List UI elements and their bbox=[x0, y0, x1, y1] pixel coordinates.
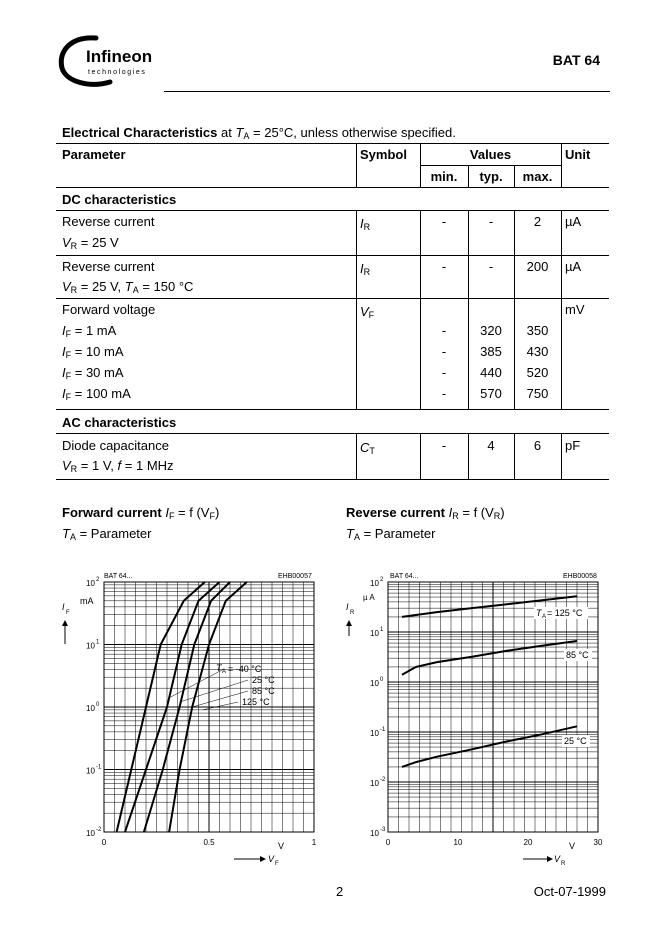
reverse-chart-title: Reverse current $I_R = f$ $(V_R)$ bbox=[346, 505, 505, 521]
reverse-xlabel: V bbox=[554, 854, 561, 864]
fwd-ytick-exp: 2 bbox=[96, 577, 100, 583]
forward-xunit: V bbox=[278, 841, 285, 851]
rev1-param: Reverse current bbox=[62, 214, 155, 229]
rev-xtick-label: 10 bbox=[453, 838, 463, 847]
rev-ytick-exp: 0 bbox=[380, 677, 384, 683]
reverse-xunit: V bbox=[569, 841, 576, 851]
infineon-logo bbox=[56, 30, 166, 90]
rev-ytick-label: 10 bbox=[370, 679, 379, 688]
rev2-min: - bbox=[441, 259, 447, 274]
fwd-cond-3: $I_F = 30$ mA bbox=[62, 365, 124, 381]
fwd-max-2: 430 bbox=[526, 344, 549, 359]
rev-legend-label: 85 °C bbox=[566, 650, 589, 660]
fwd-legend-label: 25 °C bbox=[252, 675, 275, 685]
fwd-legend-leader bbox=[192, 691, 248, 707]
fwd-xtick-label: 0 bbox=[101, 838, 107, 847]
fwd-typ-4: 570 bbox=[480, 386, 502, 401]
fwd-min-2: - bbox=[441, 344, 447, 359]
rev2-max: 200 bbox=[526, 259, 549, 274]
fwd-max-1: 350 bbox=[526, 323, 549, 338]
reverse-xlabel-sub: R bbox=[561, 861, 566, 867]
cap-cond: $V_R = 1$ V, f = 1 MHz bbox=[62, 458, 174, 474]
cap-max: 6 bbox=[533, 438, 542, 453]
fwd-min-3: - bbox=[441, 365, 447, 380]
fwd-max-3: 520 bbox=[526, 365, 549, 380]
fwd-cond-2: $I_F = 10$ mA bbox=[62, 344, 124, 360]
fwd-xtick-label: 0.5 bbox=[203, 838, 215, 847]
forward-legend-sub: A bbox=[222, 669, 227, 675]
fwd-ytick-exp: 0 bbox=[96, 702, 100, 708]
electrical-characteristics-title: Electrical Characteristics at $T_A = 25^\circ C$, unless otherwise specified. bbox=[62, 125, 456, 141]
rev-ytick-label: 10 bbox=[370, 579, 379, 588]
fwd-ytick-label: 10 bbox=[86, 829, 95, 838]
header-max: max. bbox=[522, 169, 553, 184]
header-symbol: Symbol bbox=[360, 147, 407, 162]
cap-typ: 4 bbox=[487, 438, 495, 453]
rev2-symbol: $I_R$ bbox=[360, 261, 371, 277]
rev-xtick-label: 30 bbox=[593, 838, 603, 847]
fwd-legend-label: = -40 °C bbox=[228, 664, 262, 674]
rev1-unit: µA bbox=[565, 214, 582, 229]
rev2-param: Reverse current bbox=[62, 259, 155, 274]
reverse-yarrow-head bbox=[346, 620, 352, 626]
forward-yarrow-head bbox=[62, 620, 68, 626]
rev-ytick-label: 10 bbox=[370, 779, 379, 788]
reverse-yunit: µ A bbox=[363, 593, 375, 602]
rev-ytick-exp: -1 bbox=[380, 727, 386, 733]
forward-chart-title: Forward current $I_F = f$ $(V_F)$ bbox=[62, 505, 220, 521]
document-date: Oct-07-1999 bbox=[533, 884, 606, 899]
reverse-xarrow-head bbox=[547, 856, 553, 862]
reverse-chart-subtitle: $T_A$ = Parameter bbox=[346, 526, 436, 542]
fwd-legend-leader bbox=[203, 702, 238, 710]
fwd-typ-3: 440 bbox=[480, 365, 502, 380]
fwd-typ-2: 385 bbox=[480, 344, 502, 359]
rev-ytick-exp: 2 bbox=[380, 577, 384, 583]
rev-legend-label: 25 °C bbox=[564, 736, 587, 746]
rev2-typ: - bbox=[488, 259, 494, 274]
forward-tag-left: BAT 64... bbox=[104, 573, 133, 580]
rev-ytick-exp: -2 bbox=[380, 777, 386, 783]
ac-section-label: AC characteristics bbox=[62, 415, 177, 430]
rev-ytick-exp: -3 bbox=[380, 827, 386, 833]
rev2-unit: µA bbox=[565, 259, 582, 274]
header-typ: typ. bbox=[479, 169, 503, 184]
rev1-typ: - bbox=[488, 214, 494, 229]
fwd-ytick-label: 10 bbox=[86, 766, 95, 776]
fwd-unit: mV bbox=[565, 302, 585, 317]
logo-text: Infineon bbox=[86, 47, 153, 66]
cap-min: - bbox=[441, 438, 447, 453]
rev-ytick-label: 10 bbox=[370, 629, 379, 638]
page-number: 2 bbox=[336, 884, 344, 899]
fwd-min-1: - bbox=[441, 323, 447, 338]
reverse-ylabel: I bbox=[346, 602, 349, 612]
header-min: min. bbox=[430, 169, 458, 184]
reverse-ylabel-sub: R bbox=[350, 610, 355, 616]
rev-series-line bbox=[402, 641, 577, 675]
forward-current-chart bbox=[56, 566, 336, 876]
forward-yunit: mA bbox=[80, 596, 94, 606]
fwd-min-4: - bbox=[441, 386, 447, 401]
fwd-cond-1: $I_F = 1$ mA bbox=[62, 323, 117, 339]
header-rule bbox=[164, 91, 610, 92]
rev-xtick-label: 20 bbox=[523, 838, 533, 847]
header-parameter: Parameter bbox=[62, 147, 126, 162]
part-number: BAT 64 bbox=[552, 52, 600, 68]
forward-ylabel: I bbox=[62, 602, 65, 612]
rev-legend-t: T bbox=[536, 608, 542, 618]
fwd-legend-label: 85 °C bbox=[252, 686, 275, 696]
fwd-ytick-exp: -2 bbox=[96, 827, 102, 833]
rev1-max: 2 bbox=[533, 214, 542, 229]
forward-ylabel-sub: F bbox=[66, 610, 70, 616]
fwd-legend-label: 125 °C bbox=[242, 697, 270, 707]
fwd-cond-4: $I_F = 100$ mA bbox=[62, 386, 131, 402]
forward-xlabel: V bbox=[268, 854, 275, 864]
dc-section-label: DC characteristics bbox=[62, 192, 177, 207]
fwd-xtick-label: 1 bbox=[311, 838, 317, 847]
cap-unit: pF bbox=[565, 438, 581, 453]
fwd-typ-1: 320 bbox=[480, 323, 502, 338]
fwd-param: Forward voltage bbox=[62, 302, 156, 317]
forward-tag-right: EHB00057 bbox=[278, 573, 312, 580]
forward-xlabel-sub: F bbox=[275, 861, 279, 867]
rev-legend-label: = 125 °C bbox=[547, 608, 583, 618]
header-unit: Unit bbox=[565, 147, 591, 162]
rev-ytick-label: 10 bbox=[370, 729, 379, 738]
fwd-ytick-label: 10 bbox=[86, 641, 95, 651]
rev2-cond: $V_R = 25$ V, $T_A = 150$ °C bbox=[62, 279, 194, 295]
cap-param: Diode capacitance bbox=[62, 438, 169, 453]
fwd-max-4: 750 bbox=[526, 386, 549, 401]
header-values: Values bbox=[469, 147, 512, 162]
rev-ytick-label: 10 bbox=[370, 829, 379, 838]
rev-xtick-label: 0 bbox=[385, 838, 391, 847]
reverse-tag-right: EHB00058 bbox=[563, 573, 597, 580]
cap-symbol: $C_T$ bbox=[360, 440, 375, 456]
forward-xarrow-head bbox=[260, 856, 266, 862]
rev-legend-sub: A bbox=[542, 614, 547, 620]
reverse-current-chart bbox=[340, 566, 620, 876]
rev1-symbol: $I_R$ bbox=[360, 216, 371, 232]
forward-chart-subtitle: $T_A$ = Parameter bbox=[62, 526, 152, 542]
electrical-characteristics-table bbox=[56, 143, 609, 474]
fwd-legend-leader bbox=[180, 680, 248, 702]
fwd-ytick-exp: -1 bbox=[96, 764, 102, 771]
logo-subtext: technologies bbox=[88, 69, 147, 76]
fwd-ytick-label: 10 bbox=[86, 579, 95, 588]
forward-legend-t: T bbox=[216, 663, 222, 673]
rev1-cond: $V_R = 25$ V bbox=[62, 235, 119, 251]
fwd-symbol: $V_F$ bbox=[360, 304, 375, 320]
rev1-min: - bbox=[441, 214, 447, 229]
fwd-ytick-label: 10 bbox=[86, 704, 95, 713]
fwd-ytick-exp: 1 bbox=[96, 639, 100, 646]
reverse-tag-left: BAT 64... bbox=[390, 573, 419, 580]
rev-ytick-exp: 1 bbox=[380, 627, 384, 633]
